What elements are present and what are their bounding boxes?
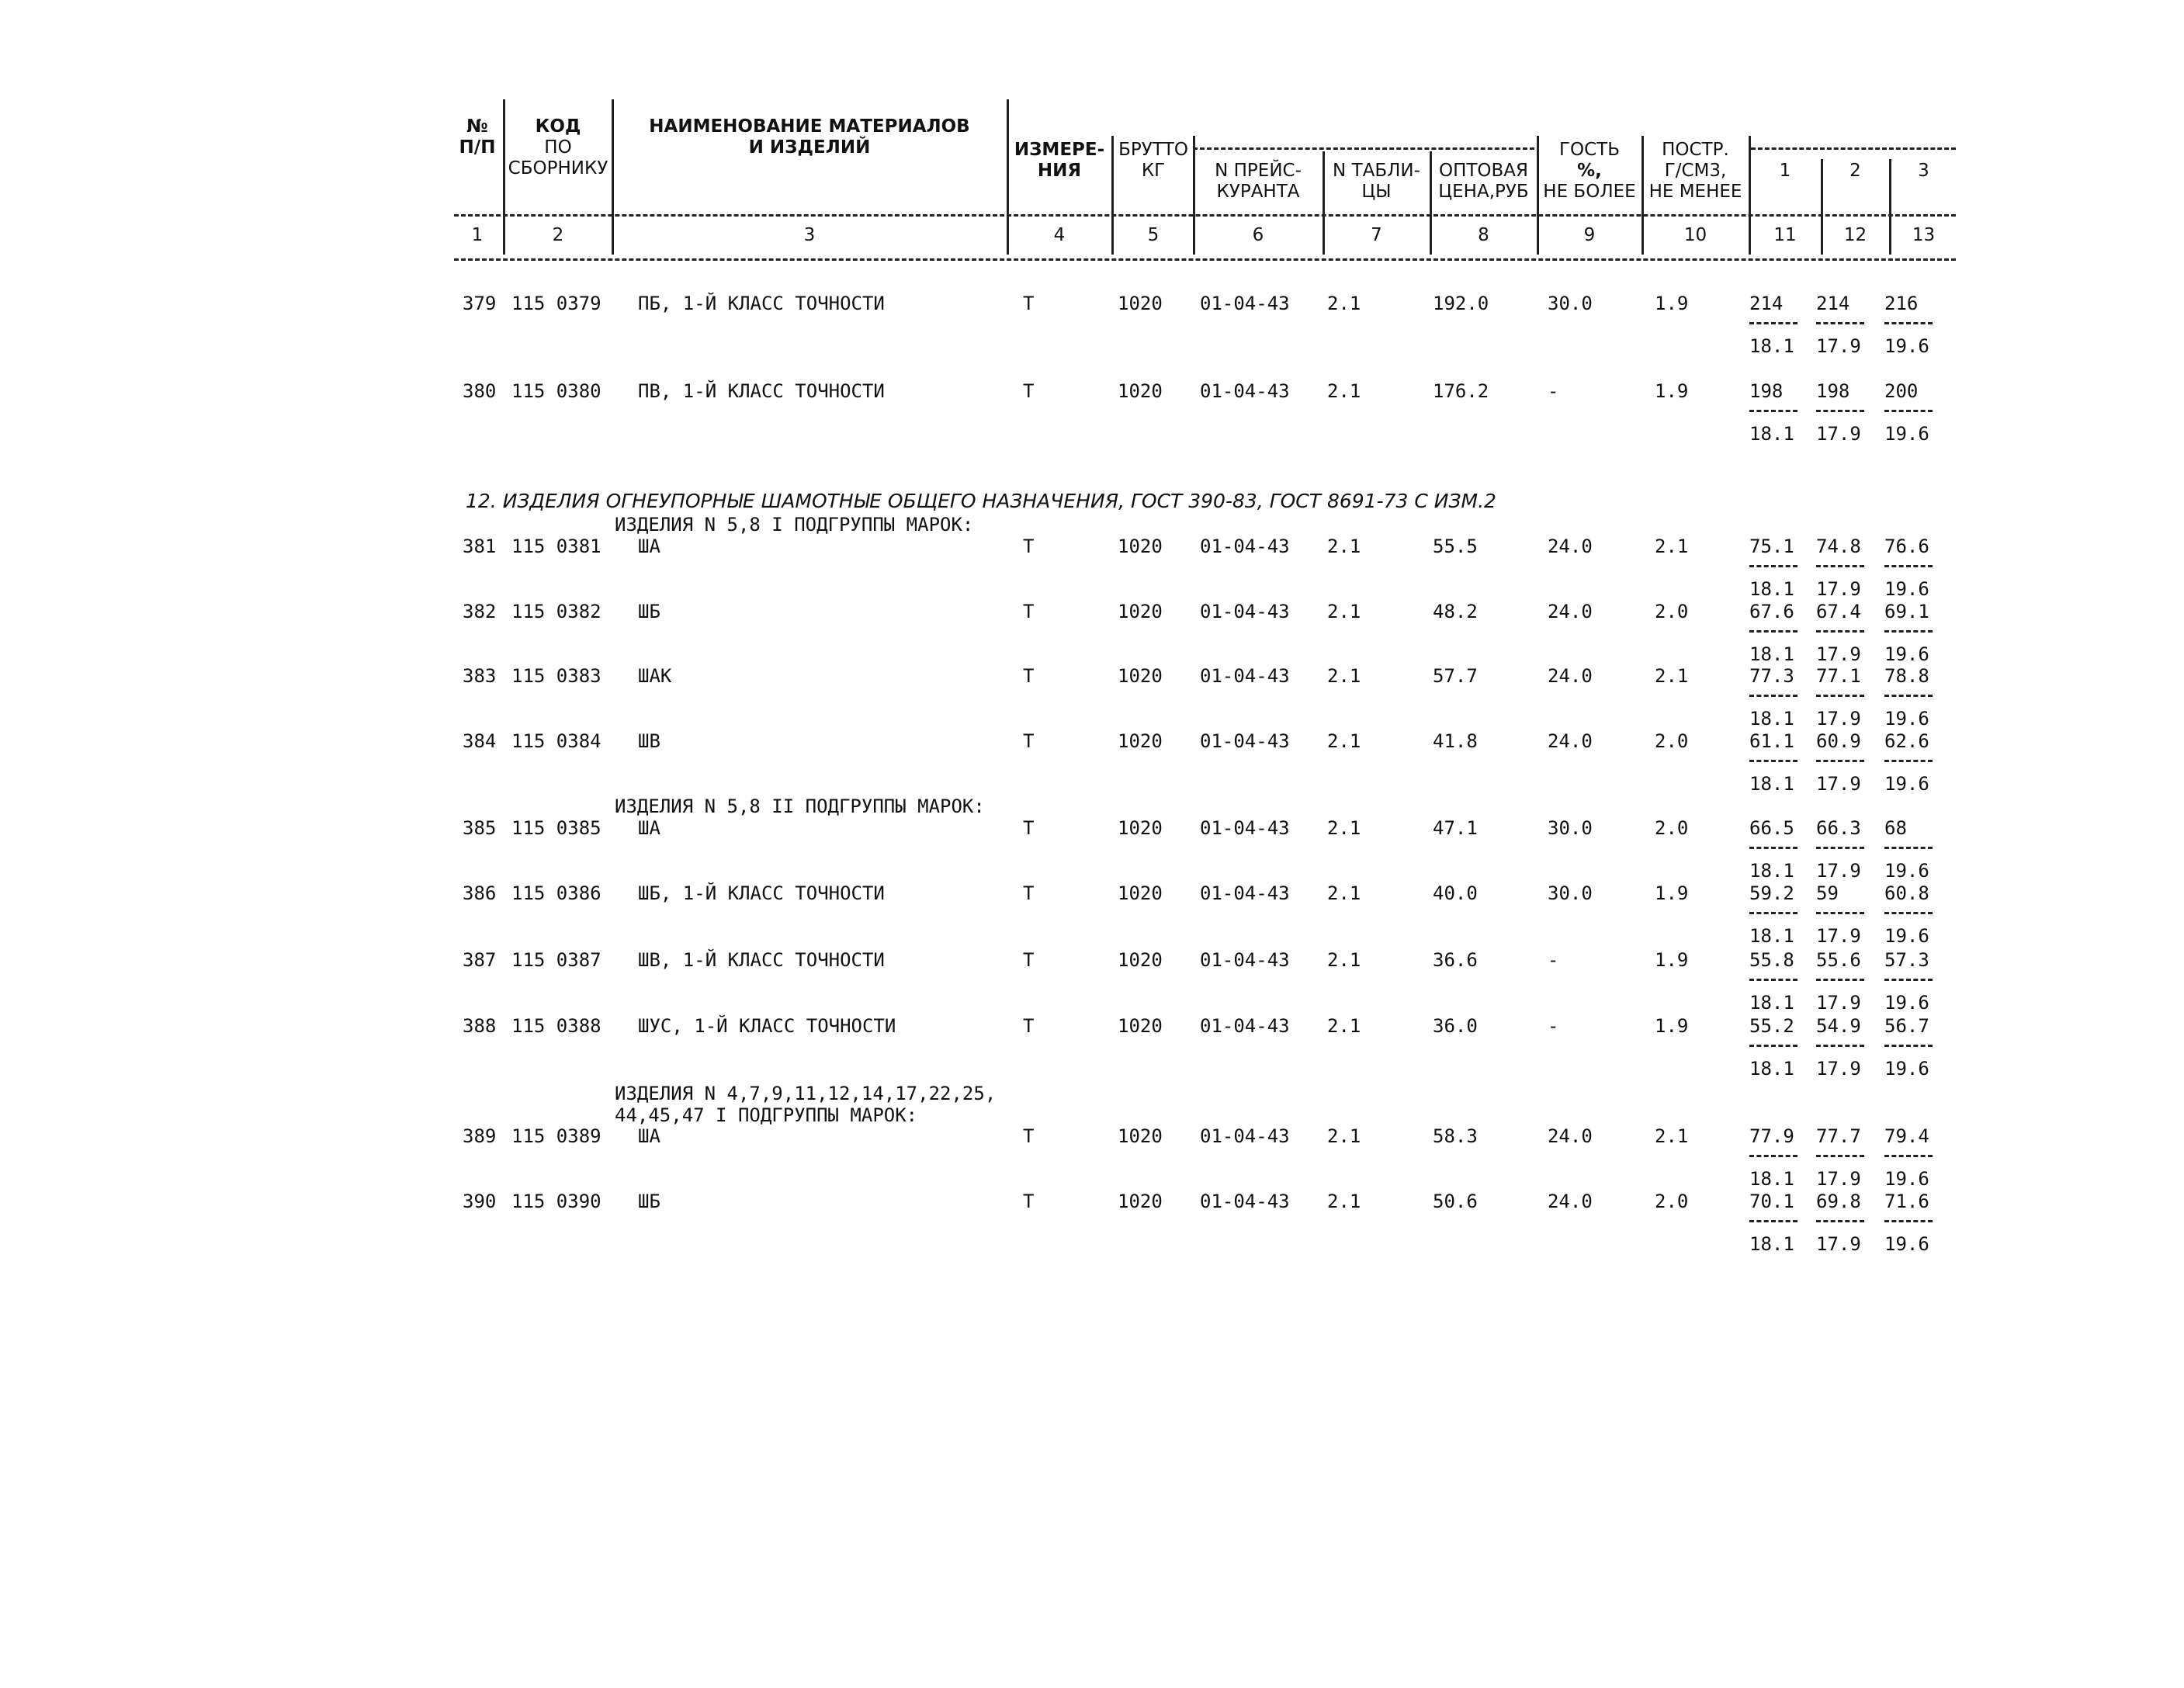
row-price-list: 01-04-43 <box>1200 601 1290 622</box>
row-sub-value-2: 17.9 <box>1816 708 1861 730</box>
header-divider <box>612 99 614 255</box>
row-value-3: 60.8 <box>1884 882 1929 904</box>
row-table: 2.1 <box>1327 882 1361 904</box>
row-value-3: 76.6 <box>1884 536 1929 557</box>
fraction-bar <box>1884 695 1933 697</box>
row-price: 41.8 <box>1433 730 1478 752</box>
row-unit: Т <box>1023 665 1035 687</box>
row-price-list: 01-04-43 <box>1200 949 1290 971</box>
row-brutto: 1020 <box>1118 1191 1163 1212</box>
row-name: ШВ, 1-Й КЛАСС ТОЧНОСТИ <box>638 949 885 971</box>
row-name: ШБ <box>638 1191 660 1212</box>
row-value-3: 216 <box>1884 293 1919 314</box>
fraction-bar <box>1749 1220 1797 1222</box>
row-unit: Т <box>1023 1015 1035 1037</box>
row-number: 381 <box>463 536 497 557</box>
row-value-3: 78.8 <box>1884 665 1929 687</box>
fraction-bar <box>1884 847 1933 849</box>
row-percent: 30.0 <box>1548 817 1593 839</box>
fraction-bar <box>1749 760 1797 762</box>
row-brutto: 1020 <box>1118 293 1163 314</box>
row-density: 2.0 <box>1655 817 1689 839</box>
col-number: 4 <box>1053 225 1066 245</box>
fraction-bar <box>1749 565 1797 567</box>
row-unit: Т <box>1023 817 1035 839</box>
row-value-3: 68 <box>1884 817 1907 839</box>
row-brutto: 1020 <box>1118 949 1163 971</box>
row-sub-value-2: 17.9 <box>1816 423 1861 445</box>
header-col4: ИЗМЕРЕ- НИЯ <box>1014 140 1105 181</box>
fraction-bar <box>1749 979 1797 981</box>
row-price: 47.1 <box>1433 817 1478 839</box>
col-number: 8 <box>1478 225 1489 245</box>
fraction-bar <box>1816 1155 1864 1157</box>
row-value-3: 69.1 <box>1884 601 1929 622</box>
row-density: 2.1 <box>1655 665 1689 687</box>
row-sub-value-3: 19.6 <box>1884 1168 1929 1190</box>
row-brutto: 1020 <box>1118 730 1163 752</box>
subgroup-heading: ИЗДЕЛИЯ N 5,8 II ПОДГРУППЫ МАРОК: <box>615 795 985 817</box>
row-price: 192.0 <box>1433 293 1489 314</box>
row-price-list: 01-04-43 <box>1200 882 1290 904</box>
row-value-2: 74.8 <box>1816 536 1861 557</box>
row-sub-value-3: 19.6 <box>1884 578 1929 600</box>
fraction-bar <box>1749 695 1797 697</box>
row-sub-value-1: 18.1 <box>1749 578 1794 600</box>
row-sub-value-2: 17.9 <box>1816 1233 1861 1255</box>
row-sub-value-2: 17.9 <box>1816 335 1861 357</box>
header-col1: № П/П <box>459 116 496 158</box>
row-unit: Т <box>1023 1125 1035 1147</box>
fraction-bar <box>1816 630 1864 633</box>
row-unit: Т <box>1023 882 1035 904</box>
row-name: ШБ <box>638 601 660 622</box>
row-price-list: 01-04-43 <box>1200 1015 1290 1037</box>
row-unit: Т <box>1023 949 1035 971</box>
subgroup-heading: 44,45,47 I ПОДГРУППЫ МАРОК: <box>615 1104 918 1126</box>
row-sub-value-1: 18.1 <box>1749 773 1794 795</box>
row-density: 1.9 <box>1655 949 1689 971</box>
row-percent: 24.0 <box>1548 536 1593 557</box>
col-number: 3 <box>803 225 816 245</box>
fraction-bar <box>1816 565 1864 567</box>
row-density: 2.0 <box>1655 1191 1689 1212</box>
header-rule <box>1193 147 1534 150</box>
fraction-bar <box>1884 410 1933 412</box>
row-percent: 24.0 <box>1548 730 1593 752</box>
row-name: ША <box>638 817 660 839</box>
row-value-3: 79.4 <box>1884 1125 1929 1147</box>
row-value-1: 198 <box>1749 380 1784 402</box>
fraction-bar <box>1816 760 1864 762</box>
row-code: 115 0382 <box>511 601 601 622</box>
header-col10: ПОСТР. Г/СМ3, НЕ МЕНЕЕ <box>1648 140 1742 202</box>
row-table: 2.1 <box>1327 1125 1361 1147</box>
row-sub-value-2: 17.9 <box>1816 643 1861 665</box>
subgroup-heading: ИЗДЕЛИЯ N 5,8 I ПОДГРУППЫ МАРОК: <box>615 514 974 536</box>
row-value-2: 77.7 <box>1816 1125 1861 1147</box>
row-name: ШВ <box>638 730 660 752</box>
row-code: 115 0385 <box>511 817 601 839</box>
row-percent: 30.0 <box>1548 882 1593 904</box>
row-unit: Т <box>1023 536 1035 557</box>
row-percent: 24.0 <box>1548 1125 1593 1147</box>
row-code: 115 0380 <box>511 380 601 402</box>
row-price: 58.3 <box>1433 1125 1478 1147</box>
row-unit: Т <box>1023 293 1035 314</box>
fraction-bar <box>1749 1155 1797 1157</box>
header-divider <box>503 99 505 255</box>
row-number: 387 <box>463 949 497 971</box>
row-table: 2.1 <box>1327 665 1361 687</box>
row-number: 379 <box>463 293 497 314</box>
row-sub-value-3: 19.6 <box>1884 423 1929 445</box>
fraction-bar <box>1816 695 1864 697</box>
row-sub-value-3: 19.6 <box>1884 1233 1929 1255</box>
row-value-3: 200 <box>1884 380 1919 402</box>
row-number: 384 <box>463 730 497 752</box>
row-sub-value-1: 18.1 <box>1749 925 1794 947</box>
header-col7: N ТАБЛИ- ЦЫ <box>1333 161 1420 202</box>
row-sub-value-2: 17.9 <box>1816 578 1861 600</box>
row-price: 176.2 <box>1433 380 1489 402</box>
row-table: 2.1 <box>1327 536 1361 557</box>
fraction-bar <box>1884 912 1933 914</box>
fraction-bar <box>1884 1220 1933 1222</box>
row-value-1: 75.1 <box>1749 536 1794 557</box>
col-number: 6 <box>1252 225 1264 245</box>
row-table: 2.1 <box>1327 817 1361 839</box>
row-number: 386 <box>463 882 497 904</box>
row-sub-value-2: 17.9 <box>1816 773 1861 795</box>
row-value-1: 70.1 <box>1749 1191 1794 1212</box>
row-code: 115 0390 <box>511 1191 601 1212</box>
fraction-bar <box>1749 847 1797 849</box>
col-number: 13 <box>1912 225 1936 245</box>
row-number: 385 <box>463 817 497 839</box>
row-number: 389 <box>463 1125 497 1147</box>
row-price-list: 01-04-43 <box>1200 730 1290 752</box>
row-price: 36.0 <box>1433 1015 1478 1037</box>
row-table: 2.1 <box>1327 380 1361 402</box>
row-brutto: 1020 <box>1118 536 1163 557</box>
col-number: 7 <box>1371 225 1382 245</box>
row-value-3: 56.7 <box>1884 1015 1929 1037</box>
row-code: 115 0389 <box>511 1125 601 1147</box>
fraction-bar <box>1816 979 1864 981</box>
row-brutto: 1020 <box>1118 665 1163 687</box>
row-percent: 24.0 <box>1548 1191 1593 1212</box>
row-sub-value-1: 18.1 <box>1749 423 1794 445</box>
row-name: ПБ, 1-Й КЛАСС ТОЧНОСТИ <box>638 293 885 314</box>
row-unit: Т <box>1023 380 1035 402</box>
row-table: 2.1 <box>1327 730 1361 752</box>
row-brutto: 1020 <box>1118 1015 1163 1037</box>
row-unit: Т <box>1023 601 1035 622</box>
subgroup-heading: ИЗДЕЛИЯ N 4,7,9,11,12,14,17,22,25, <box>615 1083 997 1104</box>
row-sub-value-2: 17.9 <box>1816 1168 1861 1190</box>
row-percent: 24.0 <box>1548 665 1593 687</box>
row-percent: - <box>1548 1015 1559 1037</box>
row-table: 2.1 <box>1327 601 1361 622</box>
col-number: 10 <box>1683 225 1707 245</box>
row-code: 115 0387 <box>511 949 601 971</box>
col-number: 12 <box>1843 225 1867 245</box>
header-col6: N ПРЕЙС- КУРАНТА <box>1215 161 1302 202</box>
row-brutto: 1020 <box>1118 882 1163 904</box>
row-sub-value-3: 19.6 <box>1884 925 1929 947</box>
row-number: 380 <box>463 380 497 402</box>
header-col12: 2 <box>1849 161 1861 181</box>
row-value-1: 214 <box>1749 293 1784 314</box>
row-value-1: 77.3 <box>1749 665 1794 687</box>
row-brutto: 1020 <box>1118 601 1163 622</box>
row-percent: - <box>1548 949 1559 971</box>
row-name: ШБ, 1-Й КЛАСС ТОЧНОСТИ <box>638 882 885 904</box>
row-code: 115 0383 <box>511 665 601 687</box>
row-value-2: 55.6 <box>1816 949 1861 971</box>
row-sub-value-1: 18.1 <box>1749 643 1794 665</box>
row-sub-value-1: 18.1 <box>1749 860 1794 882</box>
row-code: 115 0384 <box>511 730 601 752</box>
row-value-1: 61.1 <box>1749 730 1794 752</box>
fraction-bar <box>1884 630 1933 633</box>
row-value-2: 66.3 <box>1816 817 1861 839</box>
col-number: 2 <box>552 225 564 245</box>
row-name: ША <box>638 536 660 557</box>
row-value-2: 198 <box>1816 380 1850 402</box>
row-price-list: 01-04-43 <box>1200 536 1290 557</box>
fraction-bar <box>1884 1155 1933 1157</box>
row-sub-value-1: 18.1 <box>1749 708 1794 730</box>
fraction-bar <box>1749 410 1797 412</box>
row-value-2: 59 <box>1816 882 1839 904</box>
row-value-1: 55.2 <box>1749 1015 1794 1037</box>
fraction-bar <box>1884 565 1933 567</box>
row-name: ША <box>638 1125 660 1147</box>
row-sub-value-1: 18.1 <box>1749 1058 1794 1080</box>
row-percent: - <box>1548 380 1559 402</box>
header-rule <box>454 214 1956 217</box>
row-value-1: 67.6 <box>1749 601 1794 622</box>
row-table: 2.1 <box>1327 949 1361 971</box>
row-table: 2.1 <box>1327 1015 1361 1037</box>
row-value-1: 77.9 <box>1749 1125 1794 1147</box>
row-value-2: 69.8 <box>1816 1191 1861 1212</box>
row-value-3: 71.6 <box>1884 1191 1929 1212</box>
row-price: 40.0 <box>1433 882 1478 904</box>
section-title: 12. ИЗДЕЛИЯ ОГНЕУПОРНЫЕ ШАМОТНЫЕ ОБЩЕГО НАЗНАЧЕНИЯ, ГОСТ 390-83, ГОСТ 8691-73 С ИЗМ.2 <box>466 490 1496 512</box>
row-number: 382 <box>463 601 497 622</box>
row-sub-value-2: 17.9 <box>1816 992 1861 1014</box>
row-code: 115 0388 <box>511 1015 601 1037</box>
fraction-bar <box>1884 760 1933 762</box>
col-number: 11 <box>1773 225 1797 245</box>
row-value-1: 59.2 <box>1749 882 1794 904</box>
row-sub-value-1: 18.1 <box>1749 992 1794 1014</box>
row-code: 115 0379 <box>511 293 601 314</box>
row-price-list: 01-04-43 <box>1200 817 1290 839</box>
row-value-1: 66.5 <box>1749 817 1794 839</box>
row-sub-value-3: 19.6 <box>1884 1058 1929 1080</box>
row-price: 48.2 <box>1433 601 1478 622</box>
row-density: 2.1 <box>1655 536 1689 557</box>
row-price: 50.6 <box>1433 1191 1478 1212</box>
col-number: 9 <box>1583 225 1596 245</box>
row-brutto: 1020 <box>1118 1125 1163 1147</box>
header-col11: 1 <box>1779 161 1791 181</box>
row-unit: Т <box>1023 730 1035 752</box>
fraction-bar <box>1816 322 1864 324</box>
row-table: 2.1 <box>1327 1191 1361 1212</box>
row-sub-value-2: 17.9 <box>1816 1058 1861 1080</box>
row-price-list: 01-04-43 <box>1200 380 1290 402</box>
row-name: ШАК <box>638 665 672 687</box>
header-col3: НАИМЕНОВАНИЕ МАТЕРИАЛОВ И ИЗДЕЛИЙ <box>649 116 970 158</box>
row-unit: Т <box>1023 1191 1035 1212</box>
row-price-list: 01-04-43 <box>1200 1191 1290 1212</box>
fraction-bar <box>1749 1045 1797 1047</box>
header-rule <box>1751 147 1956 150</box>
row-sub-value-2: 17.9 <box>1816 925 1861 947</box>
col-number: 1 <box>471 225 484 245</box>
row-density: 1.9 <box>1655 293 1689 314</box>
header-divider <box>1111 136 1114 255</box>
row-code: 115 0381 <box>511 536 601 557</box>
fraction-bar <box>1884 1045 1933 1047</box>
row-value-2: 67.4 <box>1816 601 1861 622</box>
fraction-bar <box>1749 912 1797 914</box>
header-col5: БРУТТО КГ <box>1118 140 1188 181</box>
row-number: 390 <box>463 1191 497 1212</box>
header-rule <box>454 258 1956 261</box>
row-price-list: 01-04-43 <box>1200 293 1290 314</box>
row-name: ШУС, 1-Й КЛАСС ТОЧНОСТИ <box>638 1015 896 1037</box>
row-brutto: 1020 <box>1118 380 1163 402</box>
row-sub-value-1: 18.1 <box>1749 335 1794 357</box>
row-density: 2.0 <box>1655 730 1689 752</box>
row-density: 2.0 <box>1655 601 1689 622</box>
row-sub-value-3: 19.6 <box>1884 992 1929 1014</box>
fraction-bar <box>1816 410 1864 412</box>
header-col13: 3 <box>1918 161 1929 181</box>
fraction-bar <box>1749 322 1797 324</box>
row-price: 36.6 <box>1433 949 1478 971</box>
row-number: 383 <box>463 665 497 687</box>
row-density: 1.9 <box>1655 1015 1689 1037</box>
fraction-bar <box>1816 1045 1864 1047</box>
row-sub-value-1: 18.1 <box>1749 1233 1794 1255</box>
row-table: 2.1 <box>1327 293 1361 314</box>
row-density: 2.1 <box>1655 1125 1689 1147</box>
row-sub-value-3: 19.6 <box>1884 335 1929 357</box>
fraction-bar <box>1884 322 1933 324</box>
row-value-2: 60.9 <box>1816 730 1861 752</box>
row-percent: 24.0 <box>1548 601 1593 622</box>
row-density: 1.9 <box>1655 882 1689 904</box>
fraction-bar <box>1816 847 1864 849</box>
row-code: 115 0386 <box>511 882 601 904</box>
row-density: 1.9 <box>1655 380 1689 402</box>
row-sub-value-3: 19.6 <box>1884 708 1929 730</box>
row-value-3: 57.3 <box>1884 949 1929 971</box>
row-sub-value-3: 19.6 <box>1884 860 1929 882</box>
row-value-1: 55.8 <box>1749 949 1794 971</box>
row-value-3: 62.6 <box>1884 730 1929 752</box>
fraction-bar <box>1816 912 1864 914</box>
fraction-bar <box>1816 1220 1864 1222</box>
row-percent: 30.0 <box>1548 293 1593 314</box>
row-price-list: 01-04-43 <box>1200 1125 1290 1147</box>
row-value-2: 77.1 <box>1816 665 1861 687</box>
row-number: 388 <box>463 1015 497 1037</box>
header-col2: КОД ПО СБОРНИКУ <box>508 116 608 179</box>
row-value-2: 54.9 <box>1816 1015 1861 1037</box>
row-value-2: 214 <box>1816 293 1850 314</box>
fraction-bar <box>1884 979 1933 981</box>
row-sub-value-2: 17.9 <box>1816 860 1861 882</box>
row-brutto: 1020 <box>1118 817 1163 839</box>
fraction-bar <box>1749 630 1797 633</box>
row-sub-value-3: 19.6 <box>1884 773 1929 795</box>
row-price: 57.7 <box>1433 665 1478 687</box>
row-name: ПВ, 1-Й КЛАСС ТОЧНОСТИ <box>638 380 885 402</box>
row-sub-value-3: 19.6 <box>1884 643 1929 665</box>
row-price-list: 01-04-43 <box>1200 665 1290 687</box>
row-price: 55.5 <box>1433 536 1478 557</box>
header-col9: ГОСТЬ %, НЕ БОЛЕЕ <box>1543 140 1636 202</box>
header-col8: ОПТОВАЯ ЦЕНА,РУБ <box>1438 161 1529 202</box>
row-sub-value-1: 18.1 <box>1749 1168 1794 1190</box>
col-number: 5 <box>1147 225 1160 245</box>
